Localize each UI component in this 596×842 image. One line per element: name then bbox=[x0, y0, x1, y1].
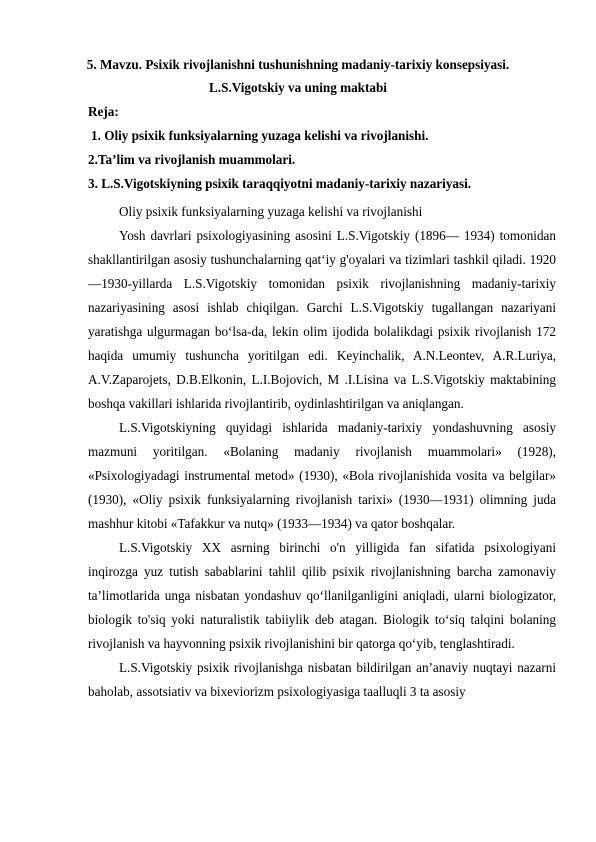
plan-item: 1. Oliy psixik funksiyalarning yuzaga kelishi va rivojlanishi. bbox=[91, 128, 429, 143]
plan-heading: Reja: bbox=[88, 104, 119, 119]
document-title: 5. Mavzu. Psixik rivojlanishni tushunishning madaniy-tarixiy konsepsiyasi. bbox=[86, 57, 510, 72]
document-subtitle: L.S.Vigotskiy va uning maktabi bbox=[209, 80, 387, 95]
paragraph: Yosh davrlari psixologiyasining asosini L.S.Vigotskiy (1896— 1934) tomonidan shakllantirilgan asosiy tushunchalarning qat‘iy g'oyalari va tizimlari tashkil qiladi. 1920—1930-yillarda L.S.Vigotskiy tomonidan psixik rivojlanishning madaniy-tarixiy nazariyasining asosi ishlab chiqilgan. Garchi L.S.Vigotskiy tugallangan nazariyani yaratishga ulgurmagan bo‘lsa-da, lekin olim ijodida bolalikdagi psixik rivojlanish 172 haqida umumiy tushuncha yoritilgan edi. Keyinchalik, A.N.Leontev, A.R.Luriya, A.V.Zaparojets, D.B.Elkonin, L.I.Bojovich, M .I.Lisina va L.S.Vigotskiy maktabining boshqa vakillari ishlarida rivojlantirib, oydinlashtirilgan va aniqlangan. bbox=[88, 228, 556, 411]
section-subheading: Oliy psixik funksiyalarning yuzaga kelishi va rivojlanishi bbox=[119, 204, 423, 219]
body-text bbox=[88, 200, 556, 704]
paragraph: L.S.Vigotskiy XX asrning birinchi o'n yilligida fan sifatida psixologiyani inqirozga yuz tutish sabablarini tahlil qilib psixik rivojlanishning barcha zamonaviy ta’limotlarida unga nisbatan yondashuv qo‘llanilganligini aniqladi, ularni biologizator, biologik to'siq yoki naturalistik tabiiylik deb atagan. Biologik to‘siq talqini bolaning rivojlanish va hayvonning psixik rivojlanishini bir qatorga qo‘yib, tenglashtiradi. bbox=[88, 540, 556, 651]
plan-item: 3. L.S.Vigotskiyning psixik taraqqiyotni madaniy-tarixiy nazariyasi. bbox=[88, 176, 472, 191]
plan-item: 2.Ta’lim va rivojlanish muammolari. bbox=[88, 152, 296, 167]
paragraph: L.S.Vigotskiy psixik rivojlanishga nisbatan bildirilgan an’anaviy nuqtayi nazarni baholab, assotsiativ va bixeviorizm psixologiyasiga taalluqli 3 ta asosiy bbox=[88, 660, 556, 699]
paragraph: L.S.Vigotskiyning quyidagi ishlarida madaniy-tarixiy yondashuvning asosiy mazmuni yoritilgan. «Bolaning madaniy rivojlanish muammolari» (1928), «Psixologiyadagi instrumental metod» (1930), «Bola rivojlanishida vosita va belgilar» (1930), «Oliy psixik funksiyalarning rivojlanish tarixi» (1930—1931) olimning juda mashhur kitobi «Tafakkur va nutq» (1933—1934) va qator boshqalar. bbox=[88, 420, 556, 531]
